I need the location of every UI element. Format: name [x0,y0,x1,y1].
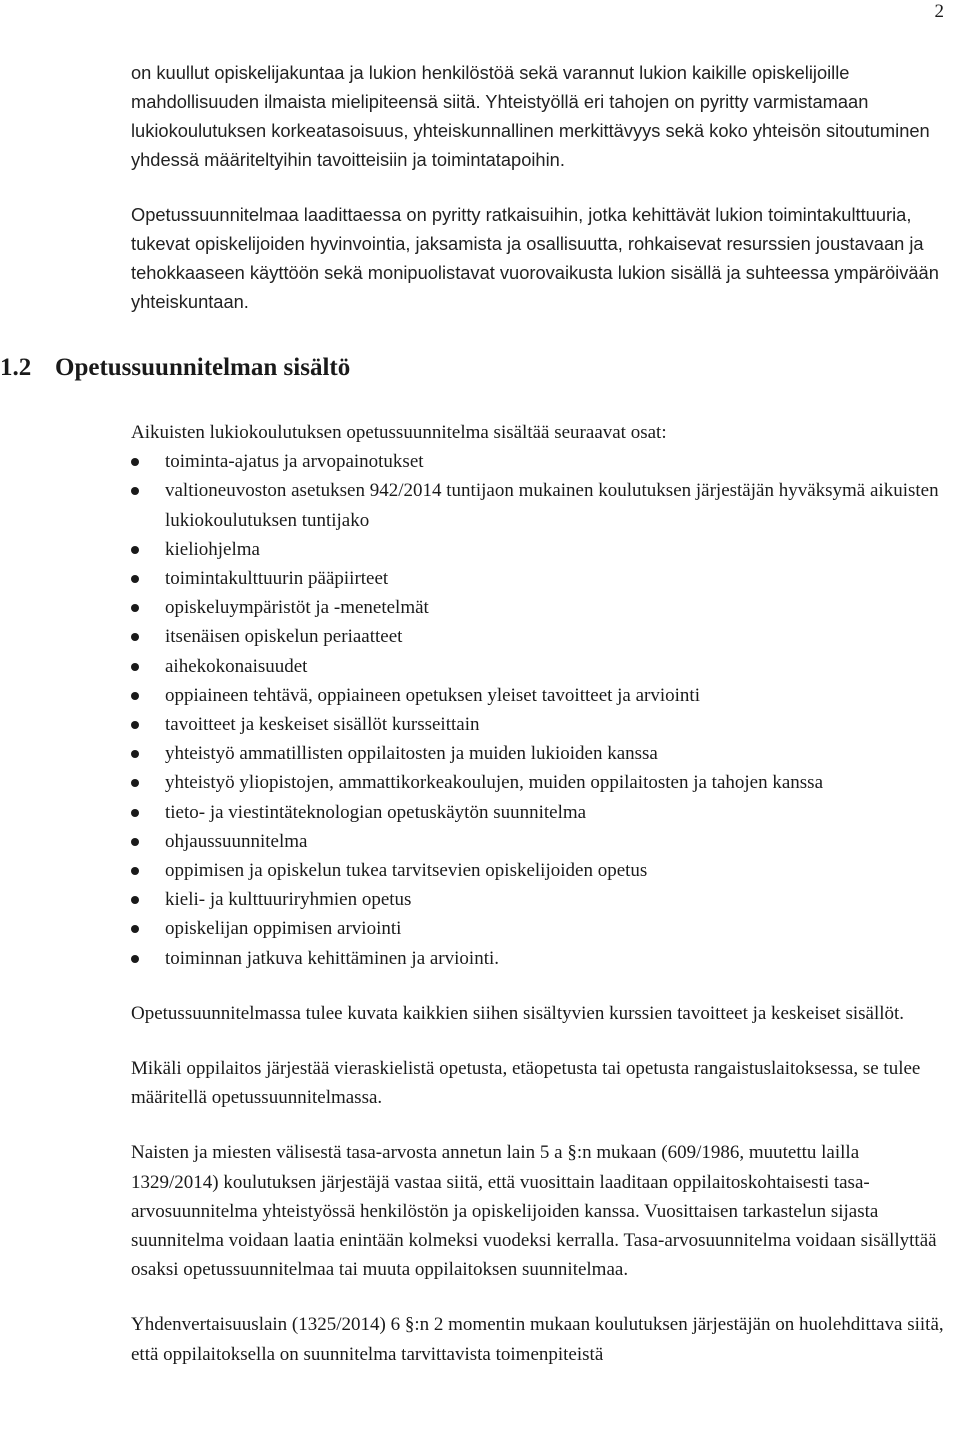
document-body [0,58,951,1369]
contents-list [131,447,951,973]
list-item-text: tieto- ja viestintäteknologian opetuskäytön suunnitelma [165,801,587,823]
closing-paragraph-2: Mikäli oppilaitos järjestää vieraskielistä opetusta, etäopetusta tai opetusta rangaistuslaitoksessa, se tulee määritellä opetussuunnitelmassa. [131,1058,921,1109]
closing-paragraph-4: Yhdenvertaisuuslain (1325/2014) 6 §:n 2 momentin mukaan koulutuksen järjestäjän on huolehdittava siitä, että oppilaitoksella on suunnitelma tarvittavista toimenpiteistä [131,1314,944,1365]
list-item-text: itsenäisen opiskelun periaatteet [165,626,403,648]
list-item [131,476,951,534]
list-item-text: yhteistyö ammatillisten oppilaitosten ja muiden lukioiden kanssa [165,743,658,765]
list-item [131,739,951,768]
closing-paragraph-1: Opetussuunnitelmassa tulee kuvata kaikkien siihen sisältyvien kurssien tavoitteet ja keskeiset sisällöt. [131,1002,905,1024]
bullet-icon [131,692,139,700]
bullet-icon [131,750,139,758]
bullet-icon [131,838,139,846]
closing-paragraph-3: Naisten ja miesten välisestä tasa-arvosta annetun lain 5 a §:n mukaan (609/1986, muutettu lailla 1329/2014) koulutuksen järjestäjä vastaa siitä, että vuosittain laaditaan oppilaitoskohtaisesti tasa-arvosuunnitelma yhteistyössä henkilöstön ja opiskelijoiden kanssa. Vuosittaisen tarkastelun sijasta suunnitelma voidaan laatia enintään kolmeksi vuodeksi kerralla. Tasa-arvosuunnitelma voidaan sisällyttää osaksi opetussuunnitelmaa tai muuta oppilaitoksen suunnitelmaa. [131,1142,937,1281]
bullet-icon [131,575,139,583]
bullet-icon [131,721,139,729]
bullet-icon [131,925,139,933]
bullet-icon [131,458,139,466]
bullet-icon [131,955,139,963]
list-item [131,827,951,856]
list-item-text: toimintakulttuurin pääpiirteet [165,568,389,590]
list-item [131,681,951,710]
list-item [131,593,951,622]
list-item-text: ohjaussuunnitelma [165,830,308,852]
section-title: Opetussuunnitelman sisältö [55,354,351,381]
list-item-text: toiminnan jatkuva kehittäminen ja arviointi. [165,947,500,969]
list-item [131,856,951,885]
list-item [131,885,951,914]
list-item [131,914,951,943]
list-item-text: kieli- ja kulttuuriryhmien opetus [165,889,412,911]
list-item-text: yhteistyö yliopistojen, ammattikorkeakoulujen, muiden oppilaitosten ja tahojen kanssa [165,772,824,794]
bullet-icon [131,487,139,495]
bullet-icon [131,633,139,641]
bullet-icon [131,663,139,671]
list-item-text: tavoitteet ja keskeiset sisällöt kursseittain [165,714,480,736]
list-item-text: oppiaineen tehtävä, oppiaineen opetuksen yleiset tavoitteet ja arviointi [165,684,700,706]
list-item [131,768,951,797]
list-item [131,710,951,739]
bullet-icon [131,604,139,612]
list-item-text: valtioneuvoston asetuksen 942/2014 tuntijaon mukainen koulutuksen järjestäjän hyväksymä aikuisten lukiokoulutuksen tuntijako [165,480,939,531]
section-number: 1.2 [0,354,32,381]
intro-paragraph-1: on kuullut opiskelijakuntaa ja lukion henkilöstöä sekä varannut lukion kaikille opiskelijoille mahdollisuuden ilmaista mielipiteensä siitä. Yhteistyöllä eri tahojen on pyritty varmistamaan lukiokoulutuksen korkeatasoisuus, yhteiskunnallinen merkittävyys sekä koko yhteisön sitoutuminen yhdessä määriteltyihin tavoitteisiin ja toimintatapoihin. [131,62,930,170]
bullet-icon [131,867,139,875]
list-item [131,564,951,593]
section-heading [0,352,951,384]
intro-paragraph-2: Opetussuunnitelmaa laadittaessa on pyritty ratkaisuihin, jotka kehittävät lukion toimintakulttuuria, tukevat opiskelijoiden hyvinvointia, jaksamista ja osallisuutta, rohkaisevat resurssien joustavaan ja tehokkaaseen käyttöön sekä monipuolistavat vuorovaikusta lukion sisällä ja suhteessa ympäröivään yhteiskuntaan. [131,204,939,312]
bullet-icon [131,779,139,787]
list-item [131,652,951,681]
list-item-text: opiskeluympäristöt ja -menetelmät [165,597,429,619]
list-item-text: toiminta-ajatus ja arvopainotukset [165,451,424,473]
list-item [131,447,951,476]
bullet-icon [131,546,139,554]
list-item [131,798,951,827]
list-item-text: opiskelijan oppimisen arviointi [165,918,402,940]
list-item [131,622,951,651]
list-item [131,944,951,973]
bullet-icon [131,896,139,904]
list-item-text: kieliohjelma [165,538,260,560]
list-intro: Aikuisten lukiokoulutuksen opetussuunnitelma sisältää seuraavat osat: [131,422,667,443]
list-item [131,535,951,564]
list-item-text: oppimisen ja opiskelun tukea tarvitsevien opiskelijoiden opetus [165,860,648,882]
list-item-text: aihekokonaisuudet [165,655,308,677]
bullet-icon [131,809,139,817]
page-number: 2 [934,1,944,22]
